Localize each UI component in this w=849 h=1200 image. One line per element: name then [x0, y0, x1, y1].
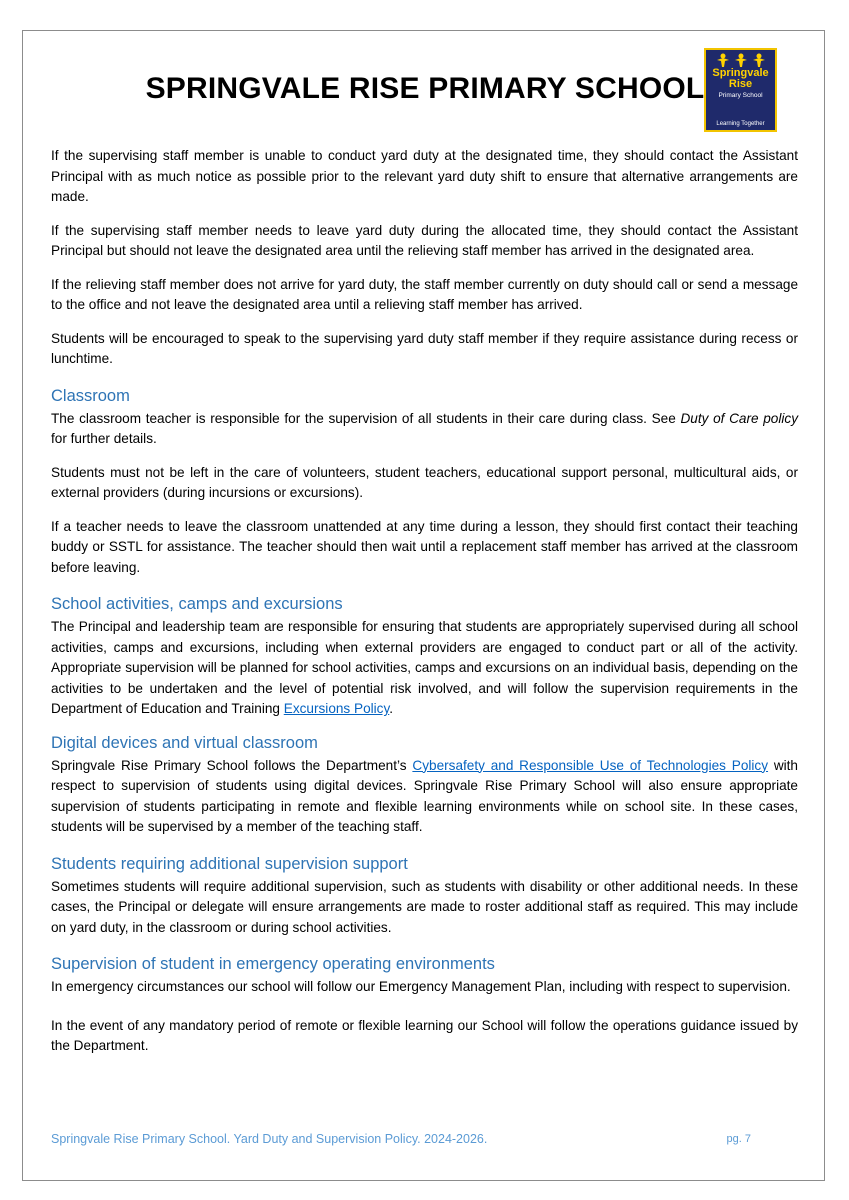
page-title: SPRINGVALE RISE PRIMARY SCHOOL [145, 72, 705, 105]
paragraph: Students must not be left in the care of volunteers, student teachers, educational support personal, multicultural aids, or external providers (during incursions or excursions). [51, 464, 798, 500]
cybersafety-policy-link[interactable]: Cybersafety and Responsible Use of Technologies Policy [412, 757, 769, 773]
page-footer [51, 1132, 751, 1146]
school-logo [704, 48, 777, 132]
paragraph: In the event of any mandatory period of remote or flexible learning our School will follow the operations guidance issued by the Department. [51, 1017, 798, 1053]
policy-body [51, 146, 798, 1070]
logo-name-line2: Rise [728, 78, 753, 90]
paragraph: Springvale Rise Primary School follows the Department’s Cybersafety and Responsible Use of Technologies Policy with respect to supervision of students using digital devices. Springvale Rise Primary School will also ensure appropriate supervision of students participating in remote and flexible learning environments while on school site. In these cases, students will be supervised by a member of the teaching staff. [51, 757, 798, 834]
duty-of-care-policy-reference: Duty of Care policy [680, 410, 798, 426]
paragraph: If the relieving staff member does not arrive for yard duty, the staff member currently on duty should call or send a message to the office and not leave the designated area until a relieving staff member has arrived. [51, 276, 798, 312]
section-heading-digital: Digital devices and virtual classroom [51, 733, 318, 752]
logo-name-line1: Springvale [712, 67, 769, 79]
logo-tagline: Learning Together [716, 121, 765, 127]
children-figures-icon [706, 52, 775, 68]
paragraph: If the supervising staff member is unable to conduct yard duty at the designated time, they should contact the Assistant Principal with as much notice as possible prior to the relevant yard duty shift to ensure that alternative arrangements are made. [51, 148, 798, 204]
paragraph: If a teacher needs to leave the classroom unattended at any time during a lesson, they should first contact their teaching buddy or SSTL for assistance. The teacher should then wait until a replacement staff member has arrived at the classroom before leaving. [51, 518, 798, 575]
paragraph: Students will be encouraged to speak to the supervising yard duty staff member if they require assistance during recess or lunchtime. [51, 330, 798, 366]
section-heading-activities: School activities, camps and excursions [51, 595, 343, 613]
paragraph: Sometimes students will require additional supervision, such as students with disability or other additional needs. In these cases, the Principal or delegate will ensure arrangements are made to roster additional staff as required. This may include on yard duty, in the classroom or during school activities. [51, 878, 798, 935]
section-heading-additional-support: Students requiring additional supervision support [51, 854, 408, 873]
page-number: pg. 7 [726, 1133, 751, 1145]
paragraph: In emergency circumstances our school will follow our Emergency Management Plan, including with respect to supervision. [51, 979, 791, 994]
excursions-policy-link[interactable]: Excursions Policy [283, 701, 390, 716]
section-heading-emergency: Supervision of student in emergency operating environments [51, 955, 495, 973]
paragraph: The Principal and leadership team are responsible for ensuring that students are appropriately supervised during all school activities, camps and excursions, including when external providers are engaged to conduct part or all of the activity. Appropriate supervision will be planned for school activities, camps and excursions on an individual basis, depending on the activities to be undertaken and the level of potential risk involved, and will follow the supervision requirements in the Department of Education and Training Excursions Policy. [51, 619, 798, 716]
section-heading-classroom: Classroom [51, 386, 130, 405]
paragraph: If the supervising staff member needs to leave yard duty during the allocated time, they should contact the Assistant Principal but should not leave the designated area until the relieving staff member has arrived in the designated area. [51, 222, 798, 258]
paragraph: The classroom teacher is responsible for the supervision of all students in their care during class. See Duty of Care policy for further details. [51, 410, 798, 446]
footer-text: Springvale Rise Primary School. Yard Duty and Supervision Policy. 2024-2026. [51, 1132, 488, 1146]
logo-subtitle: Primary School [718, 92, 763, 99]
